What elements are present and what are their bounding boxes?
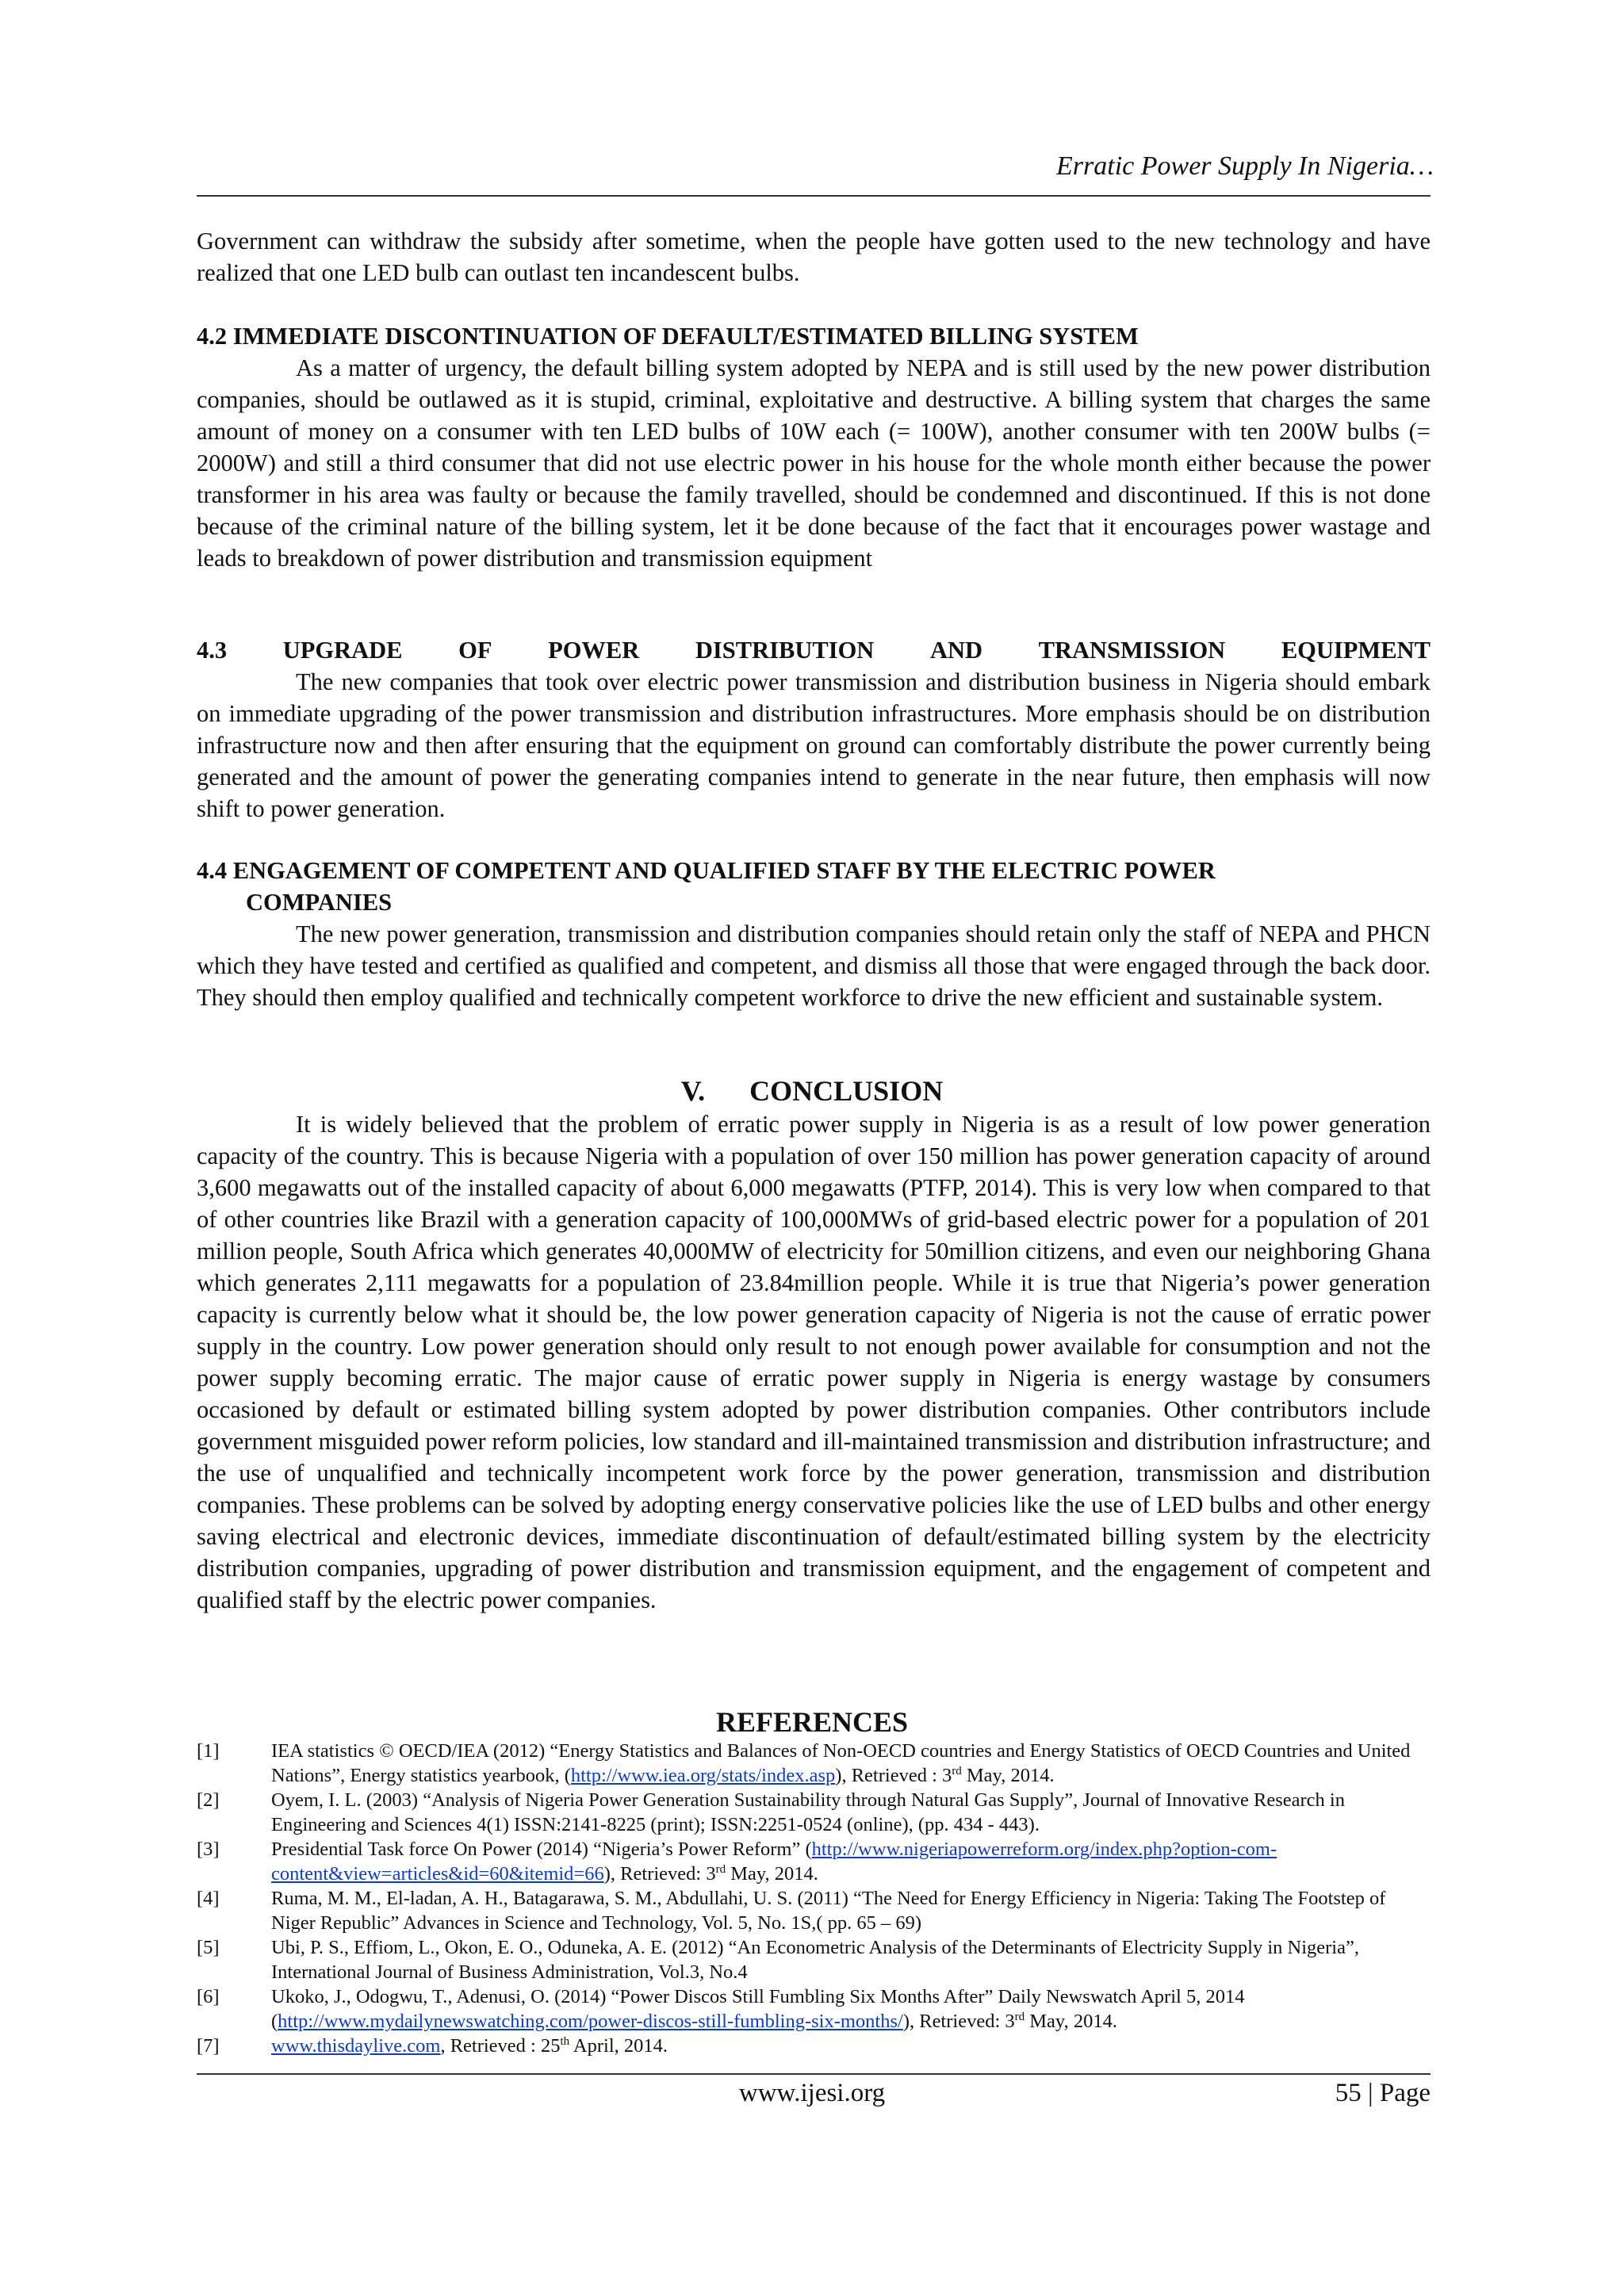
reference-list (197, 1739, 1431, 2058)
section-4-4-text: The new power generation, transmission and distribution companies should retain only the staff of NEPA and PHCN which they have tested and certified as qualified and competent, and dismiss all those that were engaged through the back door. They should then employ qualified and technically competent workforce to drive the new efficient and sustainable system. (197, 920, 1431, 1011)
conclusion-text: It is widely believed that the problem of erratic power supply in Nigeria is as a result of low power generation capacity of the country. This is because Nigeria with a population of over 150 million has power generation capacity of around 3,600 megawatts out of the installed capacity of about 6,000 megawatts (PTFP, 2014). This is very low when compared to that of other countries like Brazil with a generation capacity of 100,000MWs of grid-based electric power for a population of 201 million people, South Africa which generates 40,000MW of electricity for 50million citizens, and even our neighboring Ghana which generates 2,111 megawatts for a population of 23.84million people. While it is true that Nigeria’s power generation capacity is currently below what it should be, the low power generation capacity of Nigeria is not the cause of erratic power supply in the country. Low power generation should only result to not enough power available for consumption and not the power supply becoming erratic. The major cause of erratic power supply in Nigeria is energy wastage by consumers occasioned by default or estimated billing system adopted by power distribution companies. Other contributors include government misguided power reform policies, low standard and ill-maintained transmission and distribution infrastructure; and the use of unqualified and technically incompetent work force by the power generation, transmission and distribution companies. These problems can be solved by adopting energy conservative policies like the use of LED bulbs and other energy saving electrical and electronic devices, immediate discontinuation of default/estimated billing system by the electricity distribution companies, upgrading of power distribution and transmission equipment, and the engagement of competent and qualified staff by the electric power companies. (197, 1111, 1431, 1613)
reference-item (197, 2034, 1431, 2058)
reference-link[interactable]: http://www.mydailynewswatching.com/power-discos-still-fumbling-six-months/ (278, 2011, 903, 2032)
reference-retrieved: ), Retrieved: 3 (603, 1863, 716, 1885)
reference-citation: Ruma, M. M., El-ladan, A. H., Batagarawa, S. M., Abdullahi, U. S. (2011) “The Need for Energy Efficiency in Nigeria: Taking The Footstep of Niger Republic” Advances in Science and Technology, Vol. 5, No. 1S,( pp. 65 – 69) (271, 1888, 1386, 1934)
section-4-4-heading (197, 855, 1431, 918)
section-4-3-body (197, 666, 1431, 825)
conclusion-number: V. (680, 1075, 706, 1107)
reference-text (271, 1935, 1431, 1984)
reference-date: April, 2014. (569, 2035, 668, 2057)
section-4-4-heading-line1: 4.4 ENGAGEMENT OF COMPETENT AND QUALIFIED STAFF BY THE ELECTRIC POWER (197, 857, 1216, 884)
references-title: REFERENCES (715, 1706, 909, 1738)
reference-citation: Ukoko, J., Odogwu, T., Adenusi, O. (2014) “Power Discos Still Fumbling Six Months After” Daily Newswatch April 5, 2014 ( (271, 1986, 1245, 2032)
section-4-3-heading-word: 4.3 (197, 637, 228, 664)
reference-number: [4] (197, 1888, 220, 1909)
reference-retrieved: , Retrieved : 25 (440, 2035, 561, 2057)
reference-number: [3] (197, 1839, 220, 1860)
reference-text (271, 1886, 1431, 1935)
running-title: Erratic Power Supply In Nigeria… (1056, 151, 1434, 181)
reference-item (197, 1886, 1431, 1935)
conclusion-title: CONCLUSION (749, 1075, 944, 1107)
reference-link[interactable]: www.thisdaylive.com (271, 2035, 441, 2057)
section-4-3-heading-word: TRANSMISSION (1038, 637, 1226, 664)
reference-item (197, 1984, 1431, 2034)
section-4-3-heading (197, 634, 1431, 666)
reference-ordinal: rd (952, 1764, 962, 1777)
reference-item (197, 1739, 1431, 1788)
section-4-3-heading-word: EQUIPMENT (1281, 637, 1431, 664)
reference-retrieved: ), Retrieved: 3 (902, 2011, 1015, 2032)
reference-link[interactable]: http://www.nigeriapowerreform.org/index.php?option-com-content&view=articles&id=60&itemid=66 (271, 1839, 1277, 1885)
reference-ordinal: rd (1014, 2010, 1025, 2023)
page-number: 55 | Page (1335, 2079, 1431, 2107)
reference-item (197, 1837, 1431, 1886)
intro-paragraph (197, 225, 1431, 289)
reference-ordinal: th (560, 2034, 570, 2048)
reference-date: May, 2014. (1025, 2011, 1117, 2032)
header-rule (197, 195, 1431, 197)
section-4-3-heading-word: OF (458, 637, 492, 664)
section-4-2-body (197, 352, 1431, 574)
footer-site[interactable]: www.ijesi.org (738, 2079, 886, 2107)
reference-link[interactable]: http://www.iea.org/stats/index.asp (570, 1765, 836, 1786)
reference-citation: Ubi, P. S., Effiom, L., Okon, E. O., Oduneka, A. E. (2012) “An Econometric Analysis of the Determinants of Electricity Supply in Nigeria”, International Journal of Business Administration, Vol.3, No.4 (271, 1937, 1359, 1983)
reference-text (271, 1984, 1431, 2034)
section-4-3-heading-word: DISTRIBUTION (695, 637, 875, 664)
reference-ordinal: rd (715, 1862, 726, 1876)
reference-number: [2] (197, 1789, 220, 1811)
conclusion-heading (0, 1073, 1624, 1108)
reference-date: May, 2014. (726, 1863, 818, 1885)
section-4-4-body (197, 918, 1431, 1013)
reference-text (271, 2034, 1431, 2058)
reference-citation: Oyem, I. L. (2003) “Analysis of Nigeria Power Generation Sustainability through Natural Gas Supply”, Journal of Innovative Research in Engineering and Sciences 4(1) ISSN:2141-8225 (print); ISSN:2251-0524 (online), (pp. 434 - 443). (271, 1789, 1345, 1835)
footer-rule (197, 2073, 1431, 2075)
section-4-2-heading: 4.2 IMMEDIATE DISCONTINUATION OF DEFAULT/ESTIMATED BILLING SYSTEM (197, 323, 1139, 350)
reference-date: May, 2014. (961, 1765, 1055, 1786)
reference-number: [6] (197, 1986, 220, 2007)
section-4-2-text: As a matter of urgency, the default billing system adopted by NEPA and is still used by the new power distribution companies, should be outlawed as it is stupid, criminal, exploitative and destructive. A billing system that charges the same amount of money on a consumer with ten LED bulbs of 10W each (= 100W), another consumer with ten 200W bulbs (= 2000W) and still a third consumer that did not use electric power in his house for the whole month either because the power transformer in his area was faulty or because the family travelled, should be condemned and discontinued. If this is not done because of the criminal nature of the billing system, let it be done because of the fact that it encourages power wastage and leads to breakdown of power distribution and transmission equipment (197, 354, 1431, 572)
reference-text (271, 1739, 1431, 1788)
conclusion-body (197, 1108, 1431, 1616)
reference-citation: IEA statistics © OECD/IEA (2012) “Energy Statistics and Balances of Non-OECD countries and Energy Statistics of OECD Countries and United Nations”, Energy statistics yearbook, ( (271, 1740, 1411, 1786)
reference-number: [1] (197, 1740, 220, 1762)
intro-text: Government can withdraw the subsidy after sometime, when the people have gotten used to the new technology and have realized that one LED bulb can outlast ten incandescent bulbs. (197, 228, 1431, 286)
reference-item (197, 1935, 1431, 1984)
reference-item (197, 1788, 1431, 1837)
section-4-3-heading-word: UPGRADE (282, 637, 403, 664)
reference-retrieved: ), Retrieved : 3 (835, 1765, 952, 1786)
reference-text (271, 1837, 1431, 1886)
section-4-4-heading-line2: COMPANIES (246, 889, 393, 916)
reference-number: [7] (197, 2035, 220, 2057)
reference-text (271, 1788, 1431, 1837)
section-4-3-heading-word: AND (929, 637, 983, 664)
section-4-3-text: The new companies that took over electric power transmission and distribution business in Nigeria should embark on immediate upgrading of the power transmission and distribution infrastructures. More emphasis should be on distribution infrastructure now and then after ensuring that the equipment on ground can comfortably distribute the power currently being generated and the amount of power the generating companies intend to generate in the near future, then emphasis will now shift to power generation. (197, 668, 1431, 822)
section-4-3-heading-word: POWER (548, 637, 640, 664)
reference-citation: Presidential Task force On Power (2014) “Nigeria’s Power Reform” ( (271, 1839, 812, 1860)
reference-number: [5] (197, 1937, 220, 1958)
